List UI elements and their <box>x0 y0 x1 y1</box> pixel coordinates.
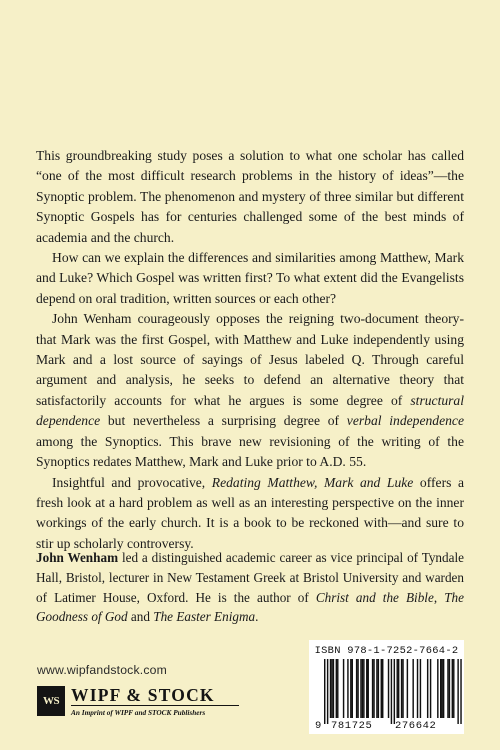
barcode-bar <box>356 659 357 718</box>
barcode-bar <box>330 659 331 718</box>
barcode-bar <box>407 659 408 718</box>
barcode-bar <box>397 659 398 718</box>
isbn-label: ISBN 978-1-7252-7664-2 <box>314 645 459 657</box>
barcode-bar <box>447 659 448 718</box>
blurb-emphasis: structural dependence <box>36 392 464 429</box>
publisher-logo-icon: WS <box>37 686 65 716</box>
barcode-bar <box>437 659 438 718</box>
barcode-bar <box>412 659 413 718</box>
barcode-bar <box>357 659 358 718</box>
barcode-bar <box>336 659 337 718</box>
barcode-bar <box>324 659 325 724</box>
blurb-text: offers a fresh look at a hard problem as well as an interesting perspective on the inner workings of the early church. It is a book to be reckoned with—and sure to stir up scholarly controversy. <box>36 474 464 551</box>
ean-left-group: 781725 <box>331 720 373 732</box>
blurb-text: but nevertheless a surprising degree of <box>100 413 347 429</box>
barcode-bar <box>391 659 392 724</box>
barcode-bar <box>420 659 421 718</box>
barcode-bar <box>363 659 364 718</box>
author-bio <box>36 548 464 627</box>
barcode-bar <box>373 659 374 718</box>
bio-text: led a distinguished academic career as vice principal of Tyndale Hall, Bristol, lecturer in New Testament Greek at Bristol University and warden of Latimer House, Oxford. He is the author of <box>36 550 464 605</box>
publisher-name: WIPF & STOCK <box>71 685 215 705</box>
blurb-emphasis: verbal independence <box>346 413 464 429</box>
barcode-bar <box>327 659 328 724</box>
bio-text: , <box>433 589 445 605</box>
blurb-paragraph-1 <box>36 146 464 248</box>
book-title: Christ and the Bible <box>315 589 434 605</box>
barcode-bar <box>430 659 431 718</box>
blurb-paragraph-3 <box>36 309 464 472</box>
blurb-paragraph-4 <box>36 473 464 555</box>
barcode-bar <box>350 659 351 718</box>
publisher-imprint: An Imprint of WIPF and STOCK Publishers <box>71 708 206 717</box>
barcode-bar <box>452 659 453 718</box>
barcode-bar <box>443 659 444 718</box>
barcode-bar <box>337 659 338 718</box>
barcode-bar <box>401 659 402 718</box>
blurb-text: among the Synoptics. This brave new revisioning of the writing of the Synoptics redates Matthew, Mark and Luke prior to A.D. 55. <box>36 433 464 470</box>
barcode-bar <box>376 659 377 718</box>
barcode-bar <box>382 659 383 718</box>
blurb-text: This groundbreaking study poses a solution to what one scholar has called “one of the most difficult research problems in the history of ideas”—the Synoptic problem. The phenomenon and mystery of three similar but different Synoptic Gospels has for centuries challenged some of the best minds of academia and the church. <box>36 148 464 245</box>
barcode-bar <box>402 659 403 718</box>
publisher-divider <box>71 705 239 706</box>
barcode-bar <box>417 659 418 718</box>
book-title-emphasis: Redating Matthew, Mark and Luke <box>211 474 414 490</box>
barcode-bar <box>457 659 458 724</box>
publisher-block <box>37 686 239 720</box>
barcode-bar <box>331 659 332 718</box>
book-title: The Goodness of God <box>36 589 464 625</box>
back-cover-blurb <box>36 146 464 554</box>
blurb-text: John Wenham courageously opposes the reigning two-document theory-that Mark was the first Gospel, with Matthew and Luke independently using Mark and a lost source of sayings of Jesus labeled Q. Through careful argument and analysis, he seeks to defend an alternative theory that satisfactorily accounts for what he argues is some degree of <box>36 311 464 408</box>
barcode-bar <box>398 659 399 718</box>
barcode-bar <box>347 659 348 718</box>
barcode-bar <box>368 659 369 718</box>
barcode-bar <box>381 659 382 718</box>
barcode-bar <box>394 659 395 724</box>
author-name: John Wenham <box>36 550 119 565</box>
blurb-text: How can we explain the differences and similarities among Matthew, Mark and Luke? Which Gospel was written first? To what extent did the Evangelists depend on oral tradition, written sources or each other? <box>36 250 464 306</box>
barcode-bar <box>333 659 334 718</box>
barcode-bar <box>449 659 450 718</box>
barcode-bar <box>378 659 379 718</box>
publisher-url: www.wipfandstock.com <box>37 663 167 677</box>
book-title: The Easter Enigma <box>153 609 256 625</box>
barcode-bar <box>388 659 389 718</box>
barcode-bar <box>352 659 353 718</box>
ean-first-digit: 9 <box>315 720 322 732</box>
blurb-text: Insightful and provocative, <box>52 474 212 490</box>
barcode-bar <box>460 659 461 724</box>
barcode-bar <box>440 659 441 718</box>
blurb-paragraph-2 <box>36 248 464 309</box>
barcode-bar <box>362 659 363 718</box>
bio-text: and <box>127 609 154 625</box>
isbn-barcode <box>309 640 464 734</box>
ean-right-group: 276642 <box>395 720 437 732</box>
barcode-bar <box>360 659 361 718</box>
bio-text: . <box>255 609 259 625</box>
barcode-bar <box>427 659 428 718</box>
barcode-bar <box>372 659 373 718</box>
barcode-bar <box>343 659 344 718</box>
barcode-bar <box>441 659 442 718</box>
barcode-bar <box>453 659 454 718</box>
barcode-bar <box>366 659 367 718</box>
publisher-text <box>71 686 239 717</box>
